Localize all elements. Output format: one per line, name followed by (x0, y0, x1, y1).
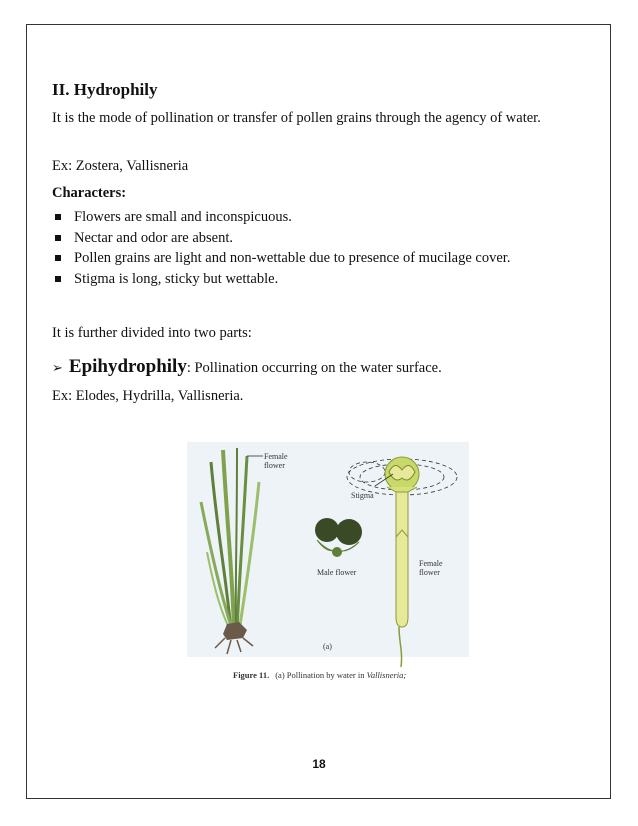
epihydrophily-item (52, 356, 442, 378)
label-female-flower-right-2: flower (419, 568, 440, 577)
label-female-flower-right-1: Female (419, 559, 443, 568)
list-item: Nectar and odor are absent. (52, 228, 597, 249)
bullet-square-icon (55, 276, 61, 282)
definition-text: It is the mode of pollination or transfer of pollen grains through the agency of water. (52, 110, 541, 126)
division-intro: It is further divided into two parts: (52, 325, 252, 341)
characters-list (52, 207, 597, 289)
list-item: Stigma is long, sticky but wettable. (52, 269, 597, 290)
panel-label: (a) (323, 642, 332, 651)
caption-text: (a) Pollination by water in (275, 670, 367, 680)
caption-italic: Vallisneria; (366, 670, 407, 680)
section-heading: II. Hydrophily (52, 80, 158, 99)
label-stigma: Stigma (351, 491, 374, 500)
epihydrophily-term: Epihydrophily (68, 356, 187, 377)
bullet-square-icon (55, 255, 61, 261)
example-zostera: Ex: Zostera, Vallisneria (52, 158, 189, 174)
page-border (26, 24, 611, 799)
caption-label: Figure 11. (233, 670, 270, 680)
arrow-bullet-icon: ➢ (52, 361, 63, 376)
vallisneria-figure (187, 442, 469, 682)
label-female-flower-top-1: Female (264, 452, 288, 461)
characters-heading: Characters: (52, 185, 127, 201)
epihydrophily-description: : Pollination occurring on the water surface. (186, 360, 442, 376)
page-number: 18 (312, 757, 326, 771)
label-male-flower: Male flower (317, 568, 357, 577)
figure-caption (233, 670, 406, 680)
bullet-square-icon (55, 235, 61, 241)
label-female-flower-top-2: flower (264, 461, 285, 470)
list-item: Flowers are small and inconspicuous. (52, 207, 597, 228)
example-elodes: Ex: Elodes, Hydrilla, Vallisneria. (52, 388, 244, 404)
list-item: Pollen grains are light and non-wettable due to presence of mucilage cover. (52, 248, 597, 269)
bullet-square-icon (55, 214, 61, 220)
